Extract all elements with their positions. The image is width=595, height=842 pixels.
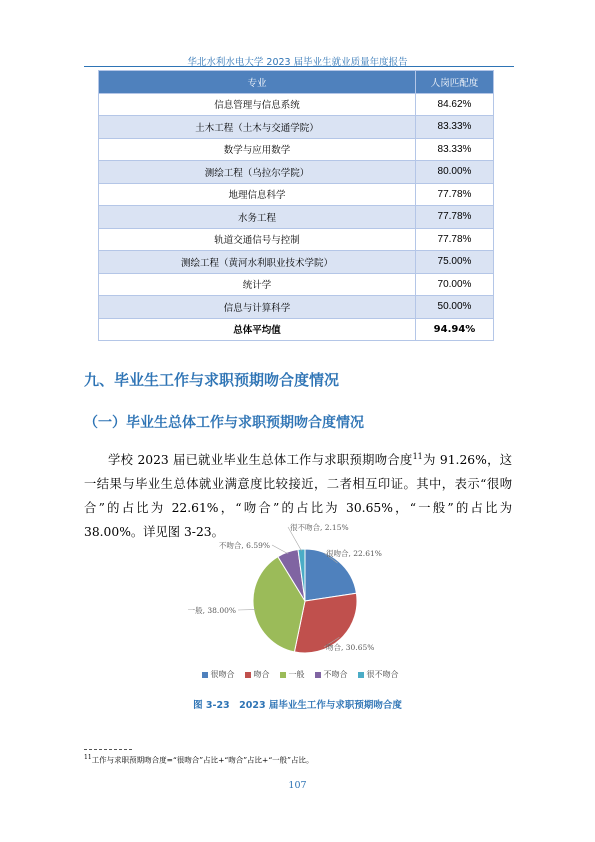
col-major-header: 专业 (99, 71, 416, 94)
leader-line (272, 545, 288, 554)
rate-cell: 70.00% (416, 273, 494, 296)
major-cell: 统计学 (99, 273, 416, 296)
legend-swatch (202, 672, 208, 678)
slice-label: 很不吻合, 2.15% (290, 523, 349, 532)
match-table (98, 70, 494, 341)
legend-swatch (315, 672, 321, 678)
slice-label: 一般, 38.00% (187, 606, 236, 615)
figure-caption: 图 3-23 2023 届毕业生工作与求职预期吻合度 (193, 700, 402, 711)
average-label: 总体平均值 (99, 318, 416, 341)
legend-item (202, 669, 235, 680)
rate-cell: 77.78% (416, 206, 494, 229)
major-cell: 测绘工程（乌拉尔学院） (99, 161, 416, 184)
rate-cell: 83.33% (416, 138, 494, 161)
legend-swatch (280, 672, 286, 678)
legend-item (315, 669, 348, 680)
legend-label: 不吻合 (323, 670, 348, 679)
major-cell: 土木工程（土木与交通学院） (99, 116, 416, 139)
footnote (84, 754, 314, 766)
table-row (99, 206, 494, 229)
legend-swatch (245, 672, 251, 678)
footnote-text: 工作与求职预期吻合度=“很吻合”占比+“吻合”占比+“一般”占比。 (91, 755, 314, 765)
legend-label: 很不吻合 (366, 670, 399, 679)
table-row (99, 228, 494, 251)
major-cell: 地理信息科学 (99, 183, 416, 206)
legend-swatch (358, 672, 364, 678)
major-cell: 轨道交通信号与控制 (99, 228, 416, 251)
header-rule (84, 66, 514, 67)
table-row (99, 138, 494, 161)
legend-item (245, 669, 270, 680)
major-cell: 数学与应用数学 (99, 138, 416, 161)
table-header-row (99, 71, 494, 94)
major-cell: 水务工程 (99, 206, 416, 229)
slice-label: 很吻合, 22.61% (326, 549, 382, 558)
slice-label: 不吻合, 6.59% (218, 541, 270, 550)
legend-label: 一般 (288, 670, 305, 679)
footnote-mark: 11 (84, 754, 92, 761)
para-text-a: 学校 2023 届已就业毕业生总体工作与求职预期吻合度 (108, 453, 413, 468)
table-row (99, 161, 494, 184)
table-row (99, 183, 494, 206)
section-heading: 九、毕业生工作与求职预期吻合度情况 (84, 371, 340, 389)
legend-label: 很吻合 (210, 670, 235, 679)
average-row (99, 318, 494, 341)
pie-chart (150, 519, 450, 689)
rate-cell: 84.62% (416, 93, 494, 116)
col-rate-header: 人岗匹配度 (416, 71, 494, 94)
table-row (99, 273, 494, 296)
major-cell: 信息管理与信息系统 (99, 93, 416, 116)
page-header: 华北水利水电大学 2023 届毕业生就业质量年度报告 (187, 57, 408, 68)
table-row (99, 93, 494, 116)
footnote-rule (84, 749, 132, 750)
para-text-b: 为 91.26%，这一结果与毕业生总体就业满意度比较接近，二者相互印证。其中，表示“很吻合”的占比为 22.61%，“吻合”的占比为 30.65%，“一般”的占比为 38.00%。详见图 3-23。 (84, 453, 513, 540)
table-row (99, 116, 494, 139)
major-cell: 测绘工程（黄河水利职业技术学院） (99, 251, 416, 274)
rate-cell: 77.78% (416, 228, 494, 251)
rate-cell: 50.00% (416, 296, 494, 319)
table-row (99, 251, 494, 274)
rate-cell: 75.00% (416, 251, 494, 274)
legend-item (280, 669, 305, 680)
page-number: 107 (288, 780, 307, 791)
legend-item (358, 669, 399, 680)
rate-cell: 77.78% (416, 183, 494, 206)
rate-cell: 83.33% (416, 116, 494, 139)
subsection-heading: （一）毕业生总体工作与求职预期吻合度情况 (84, 415, 364, 431)
table-row (99, 296, 494, 319)
slice-label: 吻合, 30.65% (326, 643, 375, 652)
average-value: 94.94% (416, 318, 494, 341)
chart-legend (150, 669, 450, 680)
rate-cell: 80.00% (416, 161, 494, 184)
footnote-ref[interactable]: 11 (412, 452, 423, 461)
legend-label: 吻合 (253, 670, 270, 679)
major-cell: 信息与计算科学 (99, 296, 416, 319)
